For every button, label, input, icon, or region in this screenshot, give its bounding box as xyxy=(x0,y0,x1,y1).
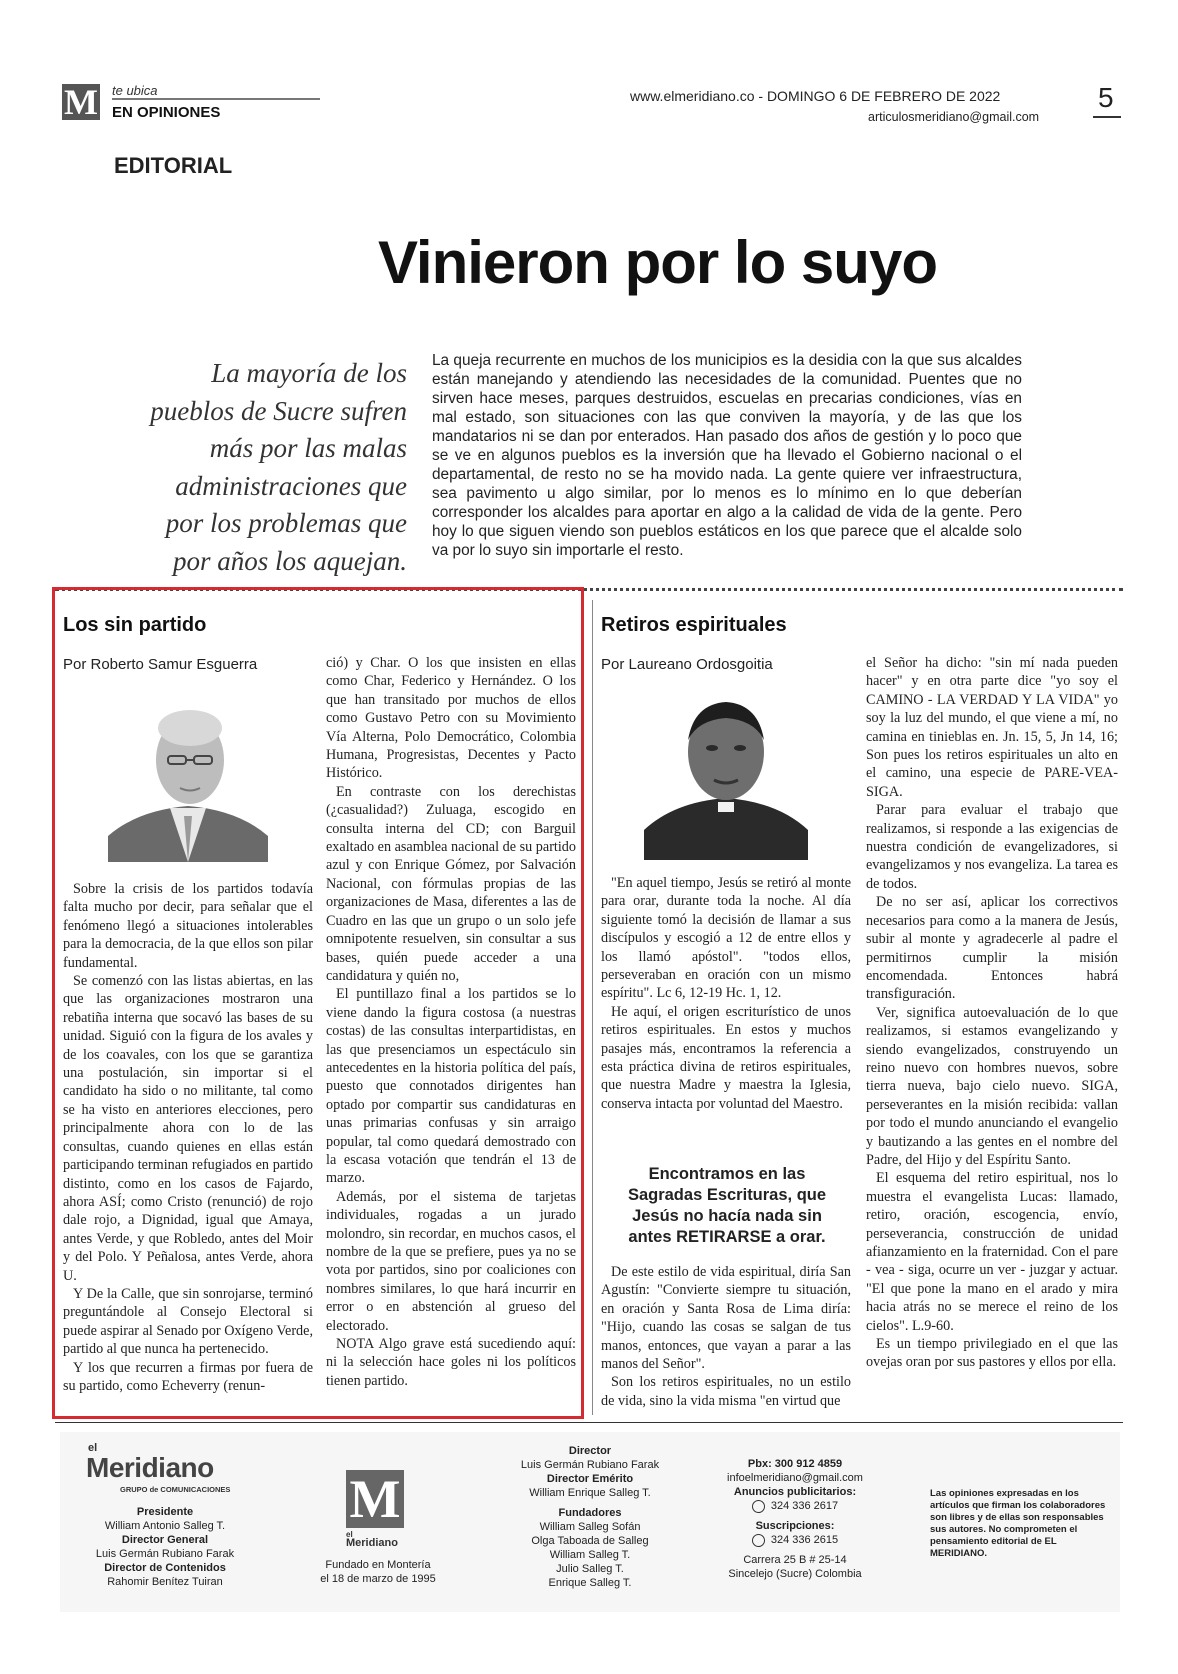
paragraph: El esquema del retiro espiritual, nos lo muestra el evangelista Lucas: llamado, retiro, oración, escogencia, envío, perseverancia, construcción de unidad afianzamiento en la fraternidad. Con el pare - vea - siga, ocurre un ver - juzgar y actuar. "El que pone la mano en el arado y mira hacia atrás no se merece el reino de los cielos". L.9-60. xyxy=(866,1170,1118,1334)
footer-center-logo-name: Meridiano xyxy=(346,1537,398,1549)
column1-byline: Por Roberto Samur Esguerra xyxy=(63,656,258,673)
footer-center-logo: M xyxy=(346,1470,404,1528)
footer-staff-left xyxy=(70,1505,260,1589)
whatsapp-icon xyxy=(752,1500,765,1513)
founder-name: Enrique Salleg T. xyxy=(548,1577,632,1589)
director-label: Director xyxy=(568,1445,612,1457)
paragraph: De este estilo de vida espiritual, diría San Agustín: "Convierte siempre tu situación, en oración y Santa Rosa de Lima diría: "Hijo, cuando las cosas se salgan de tus manos, entonces, que vayan a parar a las manos del Señor". xyxy=(601,1264,851,1373)
column2-text-left xyxy=(601,874,851,1113)
header-url-date: www.elmeridiano.co - DOMINGO 6 DE FEBRERO DE 2022 xyxy=(630,88,1001,104)
whatsapp-icon xyxy=(752,1534,765,1547)
paragraph: Son los retiros espirituales, no un estilo de vida, sino la vida misma "en virtud que xyxy=(601,1374,851,1409)
column2-byline: Por Laureano Ordosgoitia xyxy=(601,656,773,673)
paragraph: El puntillazo final a los partidos se lo viene dando la figura costosa (a nuestras costas) de las consultas interpartidistas, en las que presenciamos un espectáculo sin antecedentes en la historia política del país, puesto que connotados dirigentes han optado por compartir sus candidaturas en unas primarias confusas y sin arraigo popular, tal como quedará demostrado con la escasa votación que tendrán el 13 de marzo. xyxy=(326,986,576,1187)
newspaper-logo: M xyxy=(62,84,100,120)
pbx: Pbx: 300 912 4859 xyxy=(747,1458,843,1470)
editorial-label: EDITORIAL xyxy=(114,153,233,178)
founder-name: Julio Salleg T. xyxy=(556,1563,624,1575)
footer-center-logo-el: el xyxy=(346,1530,353,1539)
footer-brand-sub: GRUPO de COMUNICACIONES xyxy=(120,1485,231,1494)
president-label: Presidente xyxy=(136,1506,194,1518)
paragraph: He aquí, el origen escriturístico de unos retiros espirituales. En estos y muchos pasajes más, encontramos la referencia a esta práctica divina de retiros espirituales, que nuestra Madre y maestra la Iglesia, conserva intacta por voluntad del Maestro. xyxy=(601,1003,851,1112)
editorial-subhead: La mayoría de los pueblos de Sucre sufren más por las malas administraciones que por los problemas que por años los aquejan. xyxy=(150,358,407,576)
tagline: te ubica xyxy=(112,83,158,98)
footer-contact xyxy=(710,1457,880,1581)
editorial-headline: Vinieron por lo suyo xyxy=(378,229,937,296)
editorial-body: La queja recurrente en muchos de los municipios es la desidia con la que sus alcaldes están manejando y atendiendo las necesidades de la comunidad. Puentes que no sirven hace meses, parques destruidos, escuelas en precarias condiciones, vías en mal estado, son situaciones con las que conviven la mayoría, y de las que los mandatarios ni se dan por enterados. Han pasado dos años de gestión y lo poco que se ve en algunos pueblos es la inversión que ha llevado el Gobierno nacional o el departamental, de resto no se ha movido nada. La gente quiere ver infraestructura, sea pavimento u algo similar, por lo menos es lo mínimo en lo que deberían corresponder los alcaldes para aportar en algo a la calidad de vida de la gente. Pero hoy lo que siguen viendo son pueblos estáticos en los que parece que el alcalde solo va por lo suyo sin importarle el resto. xyxy=(432,352,1022,559)
president-name: William Antonio Salleg T. xyxy=(104,1520,226,1532)
founded-line: Fundado en Montería xyxy=(325,1559,431,1571)
column-divider xyxy=(592,600,593,1415)
paragraph: Además, por el sistema de tarjetas individuales, rogadas a un jurado molondro, sin recordar, en muchos casos, el nombre de la que se prefiere, pues ya no se vota por partidos, sino por coaliciones con nombres similares, lo que hará incurrir en error o en abstención al grueso del electorado. xyxy=(326,1188,576,1334)
footer-founded xyxy=(318,1558,438,1586)
paragraph: Sobre la crisis de los partidos todavía falta mucho por decir, para señalar que el fenómeno llegó a situaciones intolerables para la democracia, de la que ellos son pilar fundamental. xyxy=(63,881,313,971)
column2-title: Retiros espirituales xyxy=(601,614,787,636)
founders-label: Fundadores xyxy=(558,1507,622,1519)
paragraph: Parar para evaluar el trabajo que realizamos, si responde a las exigencias de nuestra condición de evangelizadores, si evangelizamos y nos evangeliza. La tarea es de todos. xyxy=(866,802,1118,892)
general-director-name: Luis Germán Rubiano Farak xyxy=(95,1548,235,1560)
paragraph: Y De la Calle, que sin sonrojarse, terminó preguntándole al Consejo Electoral si puede aspirar al Senado por Oxígeno Verde, partido al que nunca ha pertenecido. xyxy=(63,1285,313,1358)
general-director-label: Director General xyxy=(121,1534,209,1546)
footer-brand-logo: Meridiano xyxy=(86,1452,214,1483)
footer-rule xyxy=(55,1422,1123,1423)
paragraph: "En aquel tiempo, Jesús se retiró al monte para orar, durante toda la noche. Al día siguiente tomó la decisión de llamar a sus discípulos y escogió a 12 de entre ellos y los llamó apóstol". "todos ellos, perseveraban en oración con un mismo espíritu". Lc 6, 12-19 Hc. 1, 12. xyxy=(601,875,851,1002)
column2-text-left-bottom xyxy=(601,1263,851,1410)
pull-quote: Encontramos en las Sagradas Escrituras, que Jesús no hacía nada sin antes RETIRARSE a orar. xyxy=(627,1165,827,1246)
paragraph: Y los que recurren a firmas por fuera de su partido, como Echeverry (renun- xyxy=(63,1359,313,1394)
column1-text-right xyxy=(326,654,576,1390)
footer-staff-center xyxy=(500,1444,680,1590)
address-line: Carrera 25 B # 25-14 xyxy=(743,1554,847,1566)
page-number: 5 xyxy=(1098,82,1114,113)
footer-brand-el: el xyxy=(88,1442,98,1454)
content-director-name: Rahomir Benítez Tuiran xyxy=(107,1576,223,1588)
subs-phone: 324 336 2615 xyxy=(710,1533,880,1547)
director-name: Luis Germán Rubiano Farak xyxy=(520,1459,660,1471)
founder-name: William Salleg T. xyxy=(549,1549,631,1561)
column1-title: Los sin partido xyxy=(63,614,207,636)
paragraph: Se comenzó con las listas abiertas, en las que las organizaciones mostraron una rebatiña interna que socavó las bases de su unidad. Siguió con la figura de los avales y de los coavales, con los que se garantiza una postulación, sin importar si el candidato ha sido o no militante, tal como se ha visto en anteriores elecciones, pero principalmente ahora con lo de las consultas, cuando quienes en ellas están participando terminan refugiados en partido distinto, como en los casos de Fajardo, ahora ASÍ; como Cristo (renunció) de rojo dale rojo, a Dignidad, igual que Amaya, antes Verde, y que Robledo, antes del Moir y del Polo. Y Peñalosa, antes Verde, ahora U. xyxy=(63,973,313,1284)
founder-name: Olga Taboada de Salleg xyxy=(531,1535,649,1547)
founder-name: William Salleg Sofán xyxy=(539,1521,641,1533)
ads-label: Anuncios publicitarios: xyxy=(733,1486,857,1498)
emeritus-label: Director Emérito xyxy=(546,1473,634,1485)
author-portrait-ordosgoitia xyxy=(644,690,808,860)
page-number-rule xyxy=(1093,116,1121,118)
ads-phone: 324 336 2617 xyxy=(710,1499,880,1513)
address-line: Sincelejo (Sucre) Colombia xyxy=(728,1568,862,1580)
header-email: articulosmeridiano@gmail.com xyxy=(868,110,1040,124)
paragraph: En contraste con los derechistas (¿casualidad?) Zuluaga, escogido en consulta interna del CD; con Barguil exaltado en asamblea nacional de su partido azul y con Enrique Gómez, por Salvación Nacional, con fórmulas propias de las organizaciones de Masa, diferentes a las de Cuadro en las que un grupo o un solo jefe omnipotente resuelven, sin consultar a sus bases, quién puede acceder a una candidatura y quién no, xyxy=(326,783,576,984)
paragraph: ció) y Char. O los que insisten en ellas como Char, Federico y Hernández. O los que han transitado por muchos de ellos como Gustavo Petro con su Movimiento Vía Alterna, Polo Democrático, Colombia Humana, Progresistas, Decentes y Pacto Histórico. xyxy=(326,655,576,782)
subs-label: Suscripciones: xyxy=(755,1520,835,1532)
paragraph: NOTA Algo grave está sucediendo aquí: ni la selección hace goles ni los políticos tienen partido. xyxy=(326,1336,576,1389)
header-rule xyxy=(112,98,320,100)
paragraph: De no ser así, aplicar los correctivos necesarios para como a la manera de Jesús, subir al monte y agradecerle al padre el permitirnos cumplir la misión encomendada. Entonces habrá transfiguración. xyxy=(866,894,1118,1003)
founded-line: el 18 de marzo de 1995 xyxy=(320,1573,436,1585)
column1-text-left xyxy=(63,880,313,1395)
content-director-label: Director de Contenidos xyxy=(104,1562,226,1574)
footer-disclaimer: Las opiniones expresadas en los artículos que firman los colaboradores son libres y de ellas son responsables sus autores. No comprometen el pensamiento editorial de EL MERIDIANO. xyxy=(930,1488,1106,1559)
contact-email: infoelmeridiano@gmail.com xyxy=(727,1472,863,1484)
section-title: EN OPINIONES xyxy=(112,104,221,121)
paragraph: Es un tiempo privilegiado en el que las ovejas oran por sus pastores y ellos por ella. xyxy=(866,1336,1118,1371)
author-portrait-samur xyxy=(108,698,268,862)
column2-text-right xyxy=(866,654,1118,1372)
emeritus-name: William Enrique Salleg T. xyxy=(529,1487,651,1499)
paragraph: Ver, significa autoevaluación de lo que realizamos, si estamos evangelizando y siendo evangelizados, construyendo un reino nuevo con hombres nuevos, sobre tierra nueva, bajo cielo nuevo. SIGA, perseverantes en la misión recibida: vallan por todo el mundo anunciando el evangelio y bautizando a las gentes en el nombre del Padre, del Hijo y del Espíritu Santo. xyxy=(866,1004,1118,1168)
paragraph: el Señor ha dicho: "sin mí nada pueden hacer" y en otra parte dice "yo soy el CAMINO - LA VERDAD Y LA VIDA" yo soy la luz del mundo, el que viene a mí, no camina en tinieblas en. Jn. 15, 5, Jn 14, 16; Son pues los retiros espirituales un alto en el camino, una especie de PARE-VEA-SIGA. xyxy=(866,655,1118,800)
